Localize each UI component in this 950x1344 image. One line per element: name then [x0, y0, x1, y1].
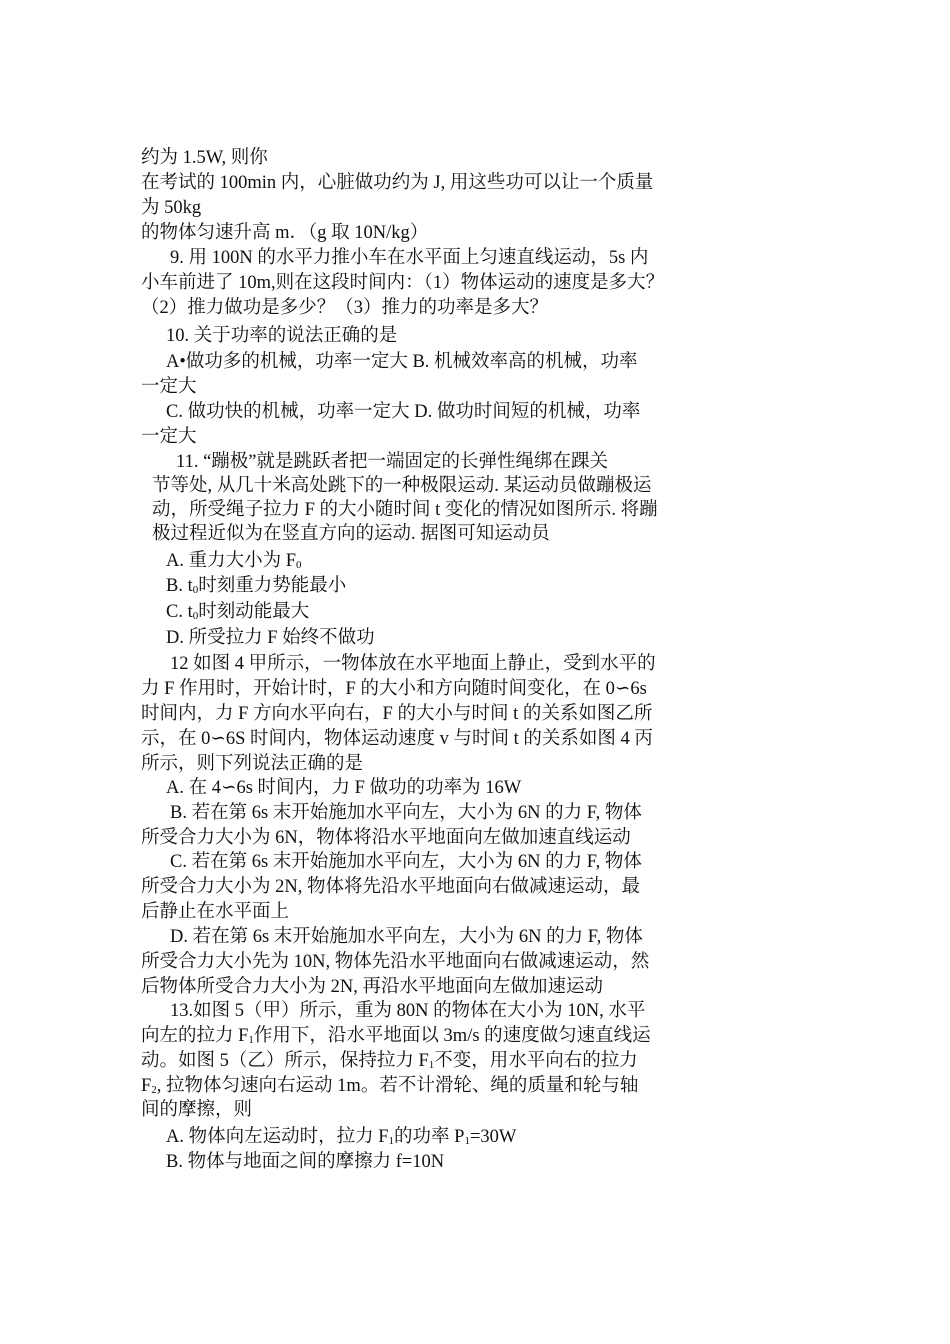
- q11-line-4: 极过程近似为在竖直方向的运动. 据图可知运动员: [152, 524, 550, 544]
- q12-option-d-2: 所受合力大小先为 10N, 物体先沿水平地面向右做减速运动，然: [141, 952, 650, 972]
- q13-line-1: 13.如图 5（甲）所示，重为 80N 的物体在大小为 10N, 水平: [170, 1001, 646, 1021]
- q12-option-c-3: 后静止在水平面上: [141, 902, 290, 922]
- q11-line-1: 11. “蹦极”就是跳跃者把一端固定的长弹性绳绑在踝关: [176, 452, 608, 472]
- q11-option-c: C. $t_0$时刻动能最大: [166, 602, 310, 622]
- q9-line-2: 小车前进了 10m,则在这段时间内：（1）物体运动的速度是多大？: [141, 273, 665, 293]
- q12-option-c-2: 所受合力大小为 2N, 物体将先沿水平地面向右做减速运动，最: [141, 877, 640, 897]
- q13-option-b: B. 物体与地面之间的摩擦力 f=10N: [166, 1152, 445, 1172]
- q13-line-5: 间的摩擦，则: [141, 1100, 253, 1120]
- q8-line-4: 的物体匀速升高 m．（g 取 10N/kg）: [141, 223, 429, 243]
- q13-option-a: A. 物体向左运动时，拉力 $F_1$的功率 $P_1=30W$: [166, 1127, 517, 1147]
- q12-option-b-1: B. 若在第 6s 末开始施加水平向左，大小为 6N 的力 F, 物体: [170, 803, 642, 823]
- q9-line-1: 9. 用 100N 的水平力推小车在水平面上匀速直线运动，5s 内: [170, 248, 649, 268]
- q11-line-3: 动，所受绳子拉力 F 的大小随时间 t 变化的情况如图所示. 将蹦: [152, 500, 658, 520]
- q12-option-c-1: C. 若在第 6s 末开始施加水平向左，大小为 6N 的力 F, 物体: [170, 852, 642, 872]
- q11-option-b: B. $t_0$时刻重力势能最小: [166, 576, 347, 596]
- q12-line-1: 12 如图 4 甲所示，一物体放在水平地面上静止，受到水平的: [170, 654, 656, 674]
- q8-line-2: 在考试的 100min 内，心脏做功约为 J, 用这些功可以让一个质量: [141, 173, 654, 193]
- q11-option-a: A. 重力大小为 $F_0$: [166, 551, 302, 571]
- q10-option-ab-cont: 一定大: [141, 377, 197, 397]
- q12-option-a: A. 在 4∽6s 时间内，力 F 做功的功率为 16W: [166, 778, 522, 798]
- q12-option-b-2: 所受合力大小为 6N，物体将沿水平地面向左做加速直线运动: [141, 828, 631, 848]
- q13-line-2: 向左的拉力 $F_1$作用下，沿水平地面以 3m/s 的速度做匀速直线运: [141, 1026, 651, 1046]
- q12-option-d-3: 后物体所受合力大小为 2N, 再沿水平地面向左做加速运动: [141, 977, 603, 997]
- q12-line-3: 时间内，力 F 方向水平向右，F 的大小与时间 t 的关系如图乙所: [141, 704, 653, 724]
- q10-option-cd: C. 做功快的机械，功率一定大 D. 做功时间短的机械，功率: [166, 402, 641, 422]
- q12-option-d-1: D. 若在第 6s 末开始施加水平向左，大小为 6N 的力 F, 物体: [170, 927, 643, 947]
- q9-line-3: （2）推力做功是多少？（3）推力的功率是多大？: [141, 298, 549, 318]
- q10-option-ab: A•做功多的机械，功率一定大 B. 机械效率高的机械，功率: [166, 352, 638, 372]
- q10-stem: 10. 关于功率的说法正确的是: [166, 326, 398, 346]
- q11-line-2: 节等处, 从几十米高处跳下的一种极限运动. 某运动员做蹦极运: [152, 476, 652, 496]
- q12-line-4: 示，在 0∽6S 时间内，物体运动速度 v 与时间 t 的关系如图 4 丙: [141, 729, 653, 749]
- q8-line-3: 为 50kg: [141, 198, 202, 218]
- q8-line-1: 约为 1.5W, 则你: [141, 148, 268, 168]
- q12-line-2: 力 F 作用时，开始计时，F 的大小和方向随时间变化，在 0∽6s: [141, 679, 647, 699]
- q13-line-3: 动。如图 5（乙）所示，保持拉力 $F_1$不变，用水平向右的拉力: [141, 1051, 638, 1071]
- q10-option-cd-cont: 一定大: [141, 427, 197, 447]
- q13-line-4: $F_2$, 拉物体匀速向右运动 1m。若不计滑轮、绳的质量和轮与轴: [141, 1076, 639, 1096]
- q11-option-d: D. 所受拉力 F 始终不做功: [166, 628, 375, 648]
- q12-line-5: 所示，则下列说法正确的是: [141, 754, 364, 774]
